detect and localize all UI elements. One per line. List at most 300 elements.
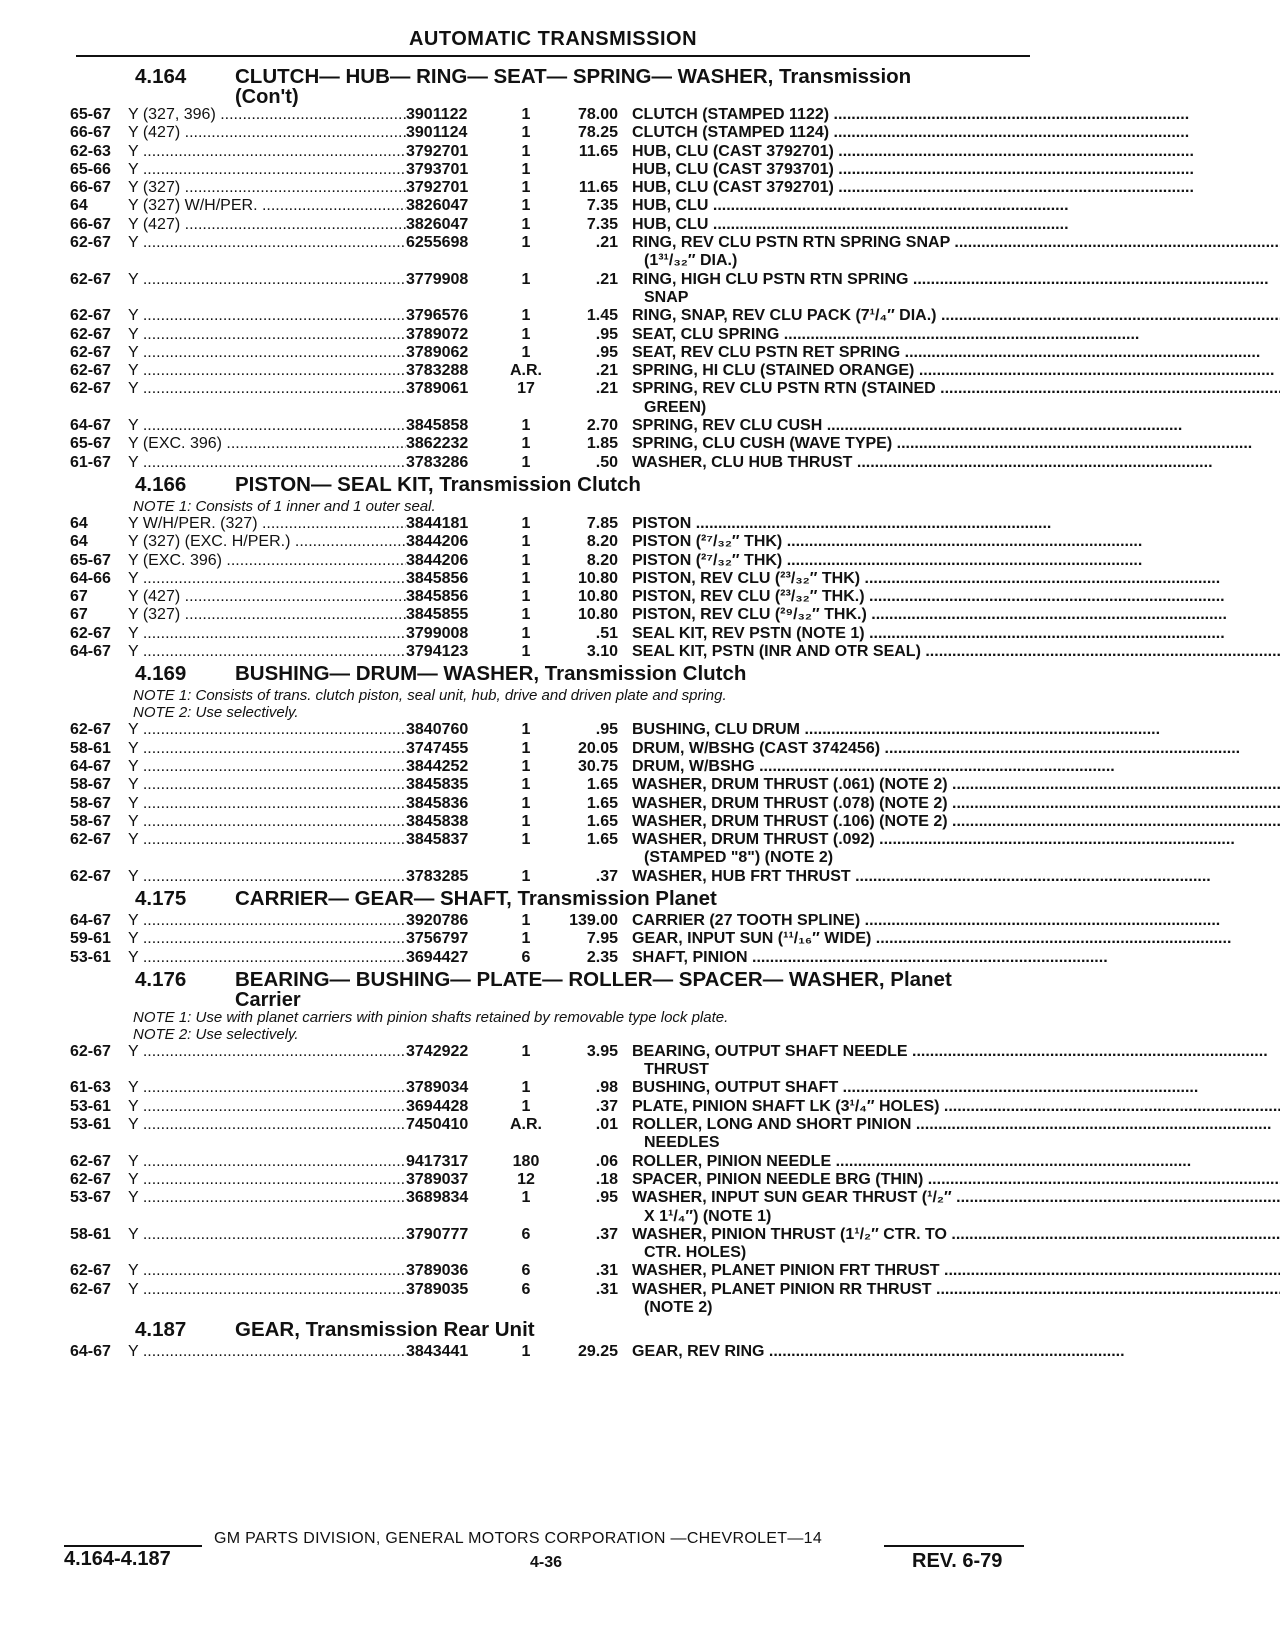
description-text: DRUM, W/BSHG (CAST 3742456) .....: [632, 740, 1240, 758]
quantity: 1: [521, 453, 531, 471]
model-applicability: Y .....: [128, 380, 406, 398]
model-years: 62-67: [70, 343, 111, 361]
price: .21: [595, 270, 618, 288]
quantity: 1: [521, 106, 531, 123]
price: 1.65: [586, 776, 618, 794]
model-years: 64-66: [70, 569, 111, 587]
model-applicability: Y .....: [128, 143, 406, 161]
model-applicability: Y .....: [128, 570, 406, 588]
part-description: [632, 515, 1051, 533]
model-years: 64: [70, 533, 88, 551]
quantity: 1: [521, 307, 531, 325]
description-text: SPRING, CLU CUSH (WAVE TYPE) .....: [632, 435, 1252, 453]
part-number: 3845855: [406, 606, 469, 624]
quantity: 1: [521, 1042, 531, 1060]
part-description: [632, 326, 1139, 344]
price: .95: [595, 1189, 618, 1207]
description-text: SPACER, PINION NEEDLE BRG (THIN) .....: [632, 1171, 1280, 1189]
quantity: 1: [521, 606, 531, 624]
description-text: WASHER, DRUM THRUST (.092) .....: [632, 831, 1235, 849]
model-years: 64-67: [70, 417, 111, 435]
part-description: [632, 570, 1220, 588]
part-number: 3789036: [406, 1262, 469, 1280]
description-text: CLUTCH (STAMPED 1122) .....: [632, 106, 1189, 124]
part-description: [632, 643, 1280, 661]
model-years: 61-67: [70, 453, 111, 471]
section-title: CLUTCH— HUB— RING— SEAT— SPRING— WASHER, Transmission: [235, 65, 912, 88]
part-description: [632, 1098, 1280, 1116]
description-continued: THRUST: [644, 1061, 709, 1079]
quantity: 180: [512, 1152, 540, 1170]
part-description: [632, 454, 1213, 472]
quantity: 1: [521, 721, 531, 739]
description-text: PISTON, REV CLU (²³/₃₂″ THK.) .....: [632, 588, 1225, 606]
description-text: WASHER, DRUM THRUST (.078) (NOTE 2) .....: [632, 795, 1280, 813]
description-text: HUB, CLU .....: [632, 216, 1069, 234]
footer-section-range: 4.164-4.187: [64, 1548, 171, 1570]
quantity: 1: [521, 514, 531, 532]
part-row: [70, 570, 1030, 588]
part-number: 3826047: [406, 215, 469, 233]
price: 1.45: [586, 307, 618, 325]
model-applicability: Y .....: [128, 831, 406, 849]
part-row: [70, 758, 1030, 776]
model-years: 62-67: [70, 831, 111, 849]
header-rule: [76, 55, 1030, 57]
model-years: 64-67: [70, 1343, 111, 1361]
model-applicability: Y .....: [128, 1116, 406, 1134]
price: 7.35: [586, 197, 618, 215]
description-continued: SNAP: [644, 288, 689, 306]
part-description: [632, 307, 1280, 325]
part-number: 3783286: [406, 453, 469, 471]
part-number: 3920786: [406, 911, 469, 929]
price: 30.75: [577, 757, 618, 775]
part-row: [70, 326, 1030, 344]
price: .51: [595, 624, 618, 642]
footer-rule-left: [64, 1545, 202, 1547]
part-description: [632, 1043, 1268, 1080]
part-row: [70, 454, 1030, 472]
part-number: 3789034: [406, 1079, 469, 1097]
price: 20.05: [577, 739, 618, 757]
model-years: 59-61: [70, 930, 111, 948]
part-description: [632, 949, 1108, 967]
price: 1.65: [586, 812, 618, 830]
model-years: 53-67: [70, 1189, 111, 1207]
model-years: 65-66: [70, 160, 111, 178]
part-number: 3796576: [406, 307, 469, 325]
part-row: [70, 1079, 1030, 1097]
quantity: 1: [521, 234, 531, 252]
model-years: 62-63: [70, 142, 111, 160]
model-applicability: Y .....: [128, 721, 406, 739]
part-description: [632, 362, 1274, 380]
part-row: [70, 643, 1030, 661]
description-text: SEAL KIT, REV PSTN (NOTE 1) .....: [632, 625, 1225, 643]
part-number: 3843441: [406, 1343, 469, 1361]
part-description: [632, 1116, 1271, 1153]
model-years: 64-67: [70, 757, 111, 775]
model-applicability: Y .....: [128, 949, 406, 967]
description-text: CLUTCH (STAMPED 1124) .....: [632, 124, 1189, 142]
model-years: 64-67: [70, 643, 111, 661]
part-description: [632, 930, 1231, 948]
part-row: [70, 552, 1030, 570]
price: 78.00: [577, 106, 618, 123]
part-description: [632, 1153, 1191, 1171]
model-applicability: Y .....: [128, 234, 406, 252]
section-title: CARRIER— GEAR— SHAFT, Transmission Planet: [235, 886, 717, 910]
description-text: WASHER, DRUM THRUST (.106) (NOTE 2) .....: [632, 813, 1280, 831]
part-number: 3901122: [406, 106, 468, 123]
part-description: [632, 106, 1189, 124]
parts-section: [70, 888, 1030, 967]
price: .21: [595, 362, 618, 380]
model-applicability: Y (427) .....: [128, 216, 406, 234]
model-years: 64-67: [70, 911, 111, 929]
part-number: 3845838: [406, 812, 469, 830]
price: 11.65: [578, 179, 618, 197]
section-note: NOTE 1: Use with planet carriers with pinion shafts retained by removable type lock plate.: [133, 1008, 729, 1026]
model-years: 64: [70, 514, 88, 532]
part-row: [70, 106, 1030, 124]
model-years: 62-67: [70, 325, 111, 343]
quantity: 1: [521, 930, 531, 948]
quantity: 1: [521, 270, 531, 288]
description-continued: GREEN): [644, 398, 707, 416]
price: 10.80: [577, 588, 618, 606]
description-continued: NEEDLES: [644, 1134, 720, 1152]
part-description: [632, 1262, 1280, 1280]
description-text: BUSHING, CLU DRUM .....: [632, 721, 1160, 739]
description-text: PISTON .....: [632, 515, 1051, 533]
part-number: 3845856: [406, 569, 469, 587]
price: 11.65: [578, 142, 618, 160]
price: 29.25: [577, 1343, 618, 1361]
quantity: 6: [521, 1225, 531, 1243]
quantity: 6: [521, 1262, 531, 1280]
part-description: [632, 776, 1280, 794]
part-number: 3789035: [406, 1280, 469, 1298]
quantity: 1: [521, 739, 531, 757]
price: 8.20: [586, 533, 618, 551]
section-number: 4.166: [135, 472, 187, 496]
section-number: 4.164: [135, 65, 187, 88]
description-text: WASHER, PLANET PINION RR THRUST .....: [632, 1281, 1280, 1299]
part-description: [632, 1226, 1280, 1263]
model-applicability: Y (427) .....: [128, 588, 406, 606]
description-text: SEAT, CLU SPRING .....: [632, 326, 1139, 344]
part-number: 3901124: [406, 124, 468, 142]
section-title-continued: (Con't): [235, 86, 299, 108]
part-description: [632, 1171, 1280, 1189]
quantity: 1: [521, 867, 531, 885]
part-description: [632, 124, 1189, 142]
quantity: 1: [521, 794, 531, 812]
model-years: 65-67: [70, 551, 111, 569]
part-description: [632, 380, 1280, 417]
model-applicability: Y .....: [128, 625, 406, 643]
price: .37: [595, 1225, 618, 1243]
section-note: NOTE 1: Consists of 1 inner and 1 outer seal.: [133, 497, 436, 515]
model-years: 62-67: [70, 1042, 111, 1060]
section-title-continued: Carrier: [235, 988, 301, 1011]
model-applicability: Y W/H/PER. (327) .....: [128, 515, 406, 533]
model-years: 62-67: [70, 867, 111, 885]
part-number: 3844181: [406, 514, 469, 532]
model-applicability: Y .....: [128, 1343, 406, 1361]
part-row: [70, 435, 1030, 453]
model-applicability: Y .....: [128, 795, 406, 813]
description-text: BUSHING, OUTPUT SHAFT .....: [632, 1079, 1198, 1097]
quantity: 1: [521, 757, 531, 775]
price: .37: [595, 1097, 618, 1115]
quantity: 1: [521, 343, 531, 361]
quantity: 1: [521, 124, 531, 142]
price: .21: [595, 380, 618, 398]
parts-section: [70, 969, 1030, 1317]
part-row: [70, 1153, 1030, 1171]
description-text: WASHER, PLANET PINION FRT THRUST .....: [632, 1262, 1280, 1280]
part-description: [632, 143, 1194, 161]
part-number: 3862232: [406, 435, 469, 453]
part-description: [632, 1343, 1125, 1361]
model-years: 58-61: [70, 1225, 111, 1243]
quantity: 1: [521, 643, 531, 661]
model-years: 66-67: [70, 215, 111, 233]
part-number: 3845856: [406, 588, 469, 606]
description-continued: (STAMPED "8") (NOTE 2): [644, 849, 834, 867]
quantity: 6: [521, 1280, 531, 1298]
footer-page-number: 4-36: [530, 1554, 563, 1571]
price: 78.25: [577, 124, 618, 142]
price: 2.70: [586, 417, 618, 435]
model-years: 66-67: [70, 179, 111, 197]
part-description: [632, 533, 1142, 551]
quantity: 1: [521, 1097, 531, 1115]
description-text: PISTON (²⁷/₃₂″ THK) .....: [632, 533, 1142, 551]
part-row: [70, 1116, 1030, 1153]
model-applicability: Y .....: [128, 454, 406, 472]
model-applicability: Y .....: [128, 1043, 406, 1061]
description-text: WASHER, PINION THRUST (1¹/₂″ CTR. TO .....: [632, 1226, 1280, 1244]
price: .01: [595, 1116, 618, 1134]
model-applicability: Y .....: [128, 1079, 406, 1097]
description-text: RING, HIGH CLU PSTN RTN SPRING .....: [632, 271, 1269, 289]
part-description: [632, 216, 1069, 234]
price: 10.80: [577, 569, 618, 587]
price: 1.65: [586, 794, 618, 812]
quantity: 1: [521, 435, 531, 453]
part-row: [70, 161, 1030, 179]
part-row: [70, 143, 1030, 161]
section-number: 4.176: [135, 967, 187, 991]
section-number: 4.169: [135, 662, 187, 686]
price: 3.95: [586, 1042, 618, 1060]
model-applicability: Y .....: [128, 1189, 406, 1207]
model-applicability: Y .....: [128, 930, 406, 948]
part-number: 3840760: [406, 721, 469, 739]
price: 1.85: [586, 435, 618, 453]
model-years: 62-67: [70, 380, 111, 398]
quantity: 1: [521, 160, 531, 178]
price: 1.65: [586, 831, 618, 849]
description-text: GEAR, INPUT SUN (¹¹/₁₆″ WIDE) .....: [632, 930, 1231, 948]
part-row: [70, 813, 1030, 831]
part-description: [632, 1189, 1280, 1226]
model-years: 61-63: [70, 1079, 111, 1097]
model-applicability: Y (327) .....: [128, 606, 406, 624]
part-number: 6255698: [406, 234, 469, 252]
part-description: [632, 588, 1225, 606]
page-header: AUTOMATIC TRANSMISSION: [408, 28, 698, 50]
section-heading: [70, 66, 1030, 88]
part-description: [632, 625, 1225, 643]
price: .98: [595, 1079, 618, 1097]
section-heading: [70, 888, 1030, 910]
quantity: 1: [521, 142, 531, 160]
model-years: 58-61: [70, 739, 111, 757]
part-number: 3844252: [406, 757, 469, 775]
model-years: 53-61: [70, 948, 111, 966]
model-applicability: Y (327, 396) .....: [128, 106, 406, 124]
model-applicability: Y .....: [128, 813, 406, 831]
model-years: 58-67: [70, 794, 111, 812]
model-years: 58-67: [70, 812, 111, 830]
description-continued: CTR. HOLES): [644, 1244, 747, 1262]
part-row: [70, 1281, 1030, 1318]
price: 7.95: [586, 930, 618, 948]
model-years: 62-67: [70, 721, 111, 739]
part-row: [70, 234, 1030, 271]
description-text: BEARING, OUTPUT SHAFT NEEDLE .....: [632, 1043, 1268, 1061]
part-row: [70, 197, 1030, 215]
part-number: 3845858: [406, 417, 469, 435]
quantity: 1: [521, 325, 531, 343]
part-number: 3844206: [406, 551, 469, 569]
price: 2.35: [586, 948, 618, 966]
part-row: [70, 380, 1030, 417]
model-applicability: Y .....: [128, 1281, 406, 1299]
quantity: 1: [521, 1189, 531, 1207]
quantity: 1: [521, 179, 531, 197]
model-applicability: Y .....: [128, 912, 406, 930]
footer-publisher: GM PARTS DIVISION, GENERAL MOTORS CORPORATION —CHEVROLET—14: [214, 1530, 823, 1547]
description-text: WASHER, INPUT SUN GEAR THRUST (¹/₂″ .....: [632, 1189, 1280, 1207]
part-row: [70, 179, 1030, 197]
price: 139.00: [569, 911, 618, 929]
quantity: 1: [521, 215, 531, 233]
description-text: SPRING, REV CLU CUSH .....: [632, 417, 1182, 435]
quantity: 1: [521, 197, 531, 215]
part-row: [70, 795, 1030, 813]
description-text: HUB, CLU .....: [632, 197, 1069, 215]
parts-section: [70, 474, 1030, 661]
price: .31: [595, 1262, 618, 1280]
model-applicability: Y (327) W/H/PER. .....: [128, 197, 406, 215]
footer-rule-right: [884, 1545, 1024, 1547]
description-text: ROLLER, PINION NEEDLE .....: [632, 1153, 1191, 1171]
price: .95: [595, 325, 618, 343]
description-text: CARRIER (27 TOOTH SPLINE) .....: [632, 912, 1220, 930]
part-number: 3794123: [406, 643, 469, 661]
part-row: [70, 533, 1030, 551]
part-description: [632, 552, 1142, 570]
model-years: 53-61: [70, 1097, 111, 1115]
parts-section: [70, 663, 1030, 886]
quantity: 1: [521, 624, 531, 642]
model-applicability: Y .....: [128, 362, 406, 380]
part-number: 3845837: [406, 831, 469, 849]
model-applicability: Y .....: [128, 344, 406, 362]
model-applicability: Y .....: [128, 868, 406, 886]
part-row: [70, 1226, 1030, 1263]
part-row: [70, 307, 1030, 325]
model-years: 62-67: [70, 307, 111, 325]
part-row: [70, 344, 1030, 362]
part-row: [70, 868, 1030, 886]
model-applicability: Y .....: [128, 1153, 406, 1171]
part-number: 3792701: [406, 179, 469, 197]
description-text: ROLLER, LONG AND SHORT PINION .....: [632, 1116, 1271, 1134]
part-number: 9417317: [406, 1152, 469, 1170]
quantity: 1: [521, 831, 531, 849]
part-number: 3826047: [406, 197, 469, 215]
part-row: [70, 1262, 1030, 1280]
part-description: [632, 161, 1194, 179]
model-applicability: Y .....: [128, 758, 406, 776]
description-text: WASHER, DRUM THRUST (.061) (NOTE 2) .....: [632, 776, 1280, 794]
section-number: 4.175: [135, 886, 187, 910]
price: .21: [595, 234, 618, 252]
section-note: NOTE 1: Consists of trans. clutch piston, seal unit, hub, drive and driven plate and spring.: [133, 687, 727, 705]
part-description: [632, 197, 1069, 215]
model-applicability: Y .....: [128, 1171, 406, 1189]
model-years: 67: [70, 606, 88, 624]
part-row: [70, 625, 1030, 643]
model-years: 67: [70, 588, 88, 606]
quantity: 1: [521, 812, 531, 830]
section-note: NOTE 2: Use selectively.: [133, 1025, 299, 1043]
model-applicability: Y .....: [128, 1226, 406, 1244]
quantity: A.R.: [510, 362, 542, 380]
part-row: [70, 606, 1030, 624]
part-row: [70, 1171, 1030, 1189]
description-text: RING, REV CLU PSTN RTN SPRING SNAP .....: [632, 234, 1280, 252]
parts-section: [70, 1319, 1030, 1361]
section-title: BUSHING— DRUM— WASHER, Transmission Clutch: [235, 662, 747, 686]
quantity: A.R.: [510, 1116, 542, 1134]
description-text: WASHER, CLU HUB THRUST .....: [632, 454, 1213, 472]
part-description: [632, 831, 1235, 868]
model-applicability: Y .....: [128, 1098, 406, 1116]
section-heading: [70, 474, 1030, 496]
price: 10.80: [577, 606, 618, 624]
quantity: 1: [521, 911, 531, 929]
part-number: 3789072: [406, 325, 469, 343]
description-text: GEAR, REV RING .....: [632, 1343, 1125, 1361]
part-row: [70, 1189, 1030, 1226]
price: .37: [595, 867, 618, 885]
parts-content: [70, 64, 1030, 1362]
part-number: 3747455: [406, 739, 469, 757]
part-description: [632, 813, 1280, 831]
model-applicability: Y .....: [128, 1262, 406, 1280]
part-number: 3742922: [406, 1042, 469, 1060]
part-description: [632, 1079, 1198, 1097]
model-years: 62-67: [70, 362, 111, 380]
